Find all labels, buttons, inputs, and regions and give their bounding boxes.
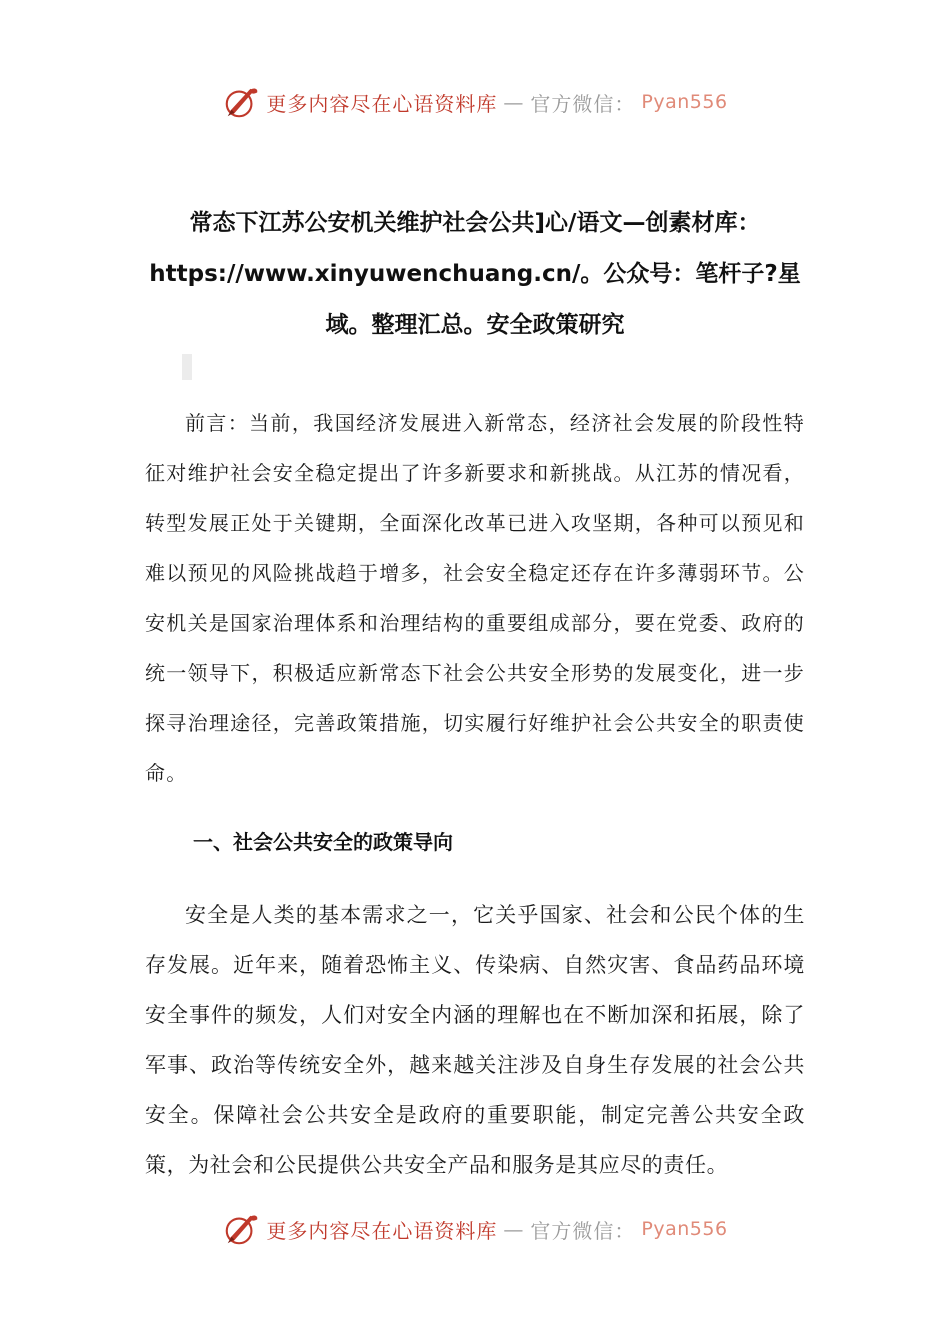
banner-wechat-id: Pyan556 [641, 91, 728, 113]
text-cursor-marker [182, 354, 192, 380]
banner-sub-text: 官方微信： [530, 1218, 636, 1243]
banner-main-text: 更多内容尽在心语资料库 [266, 1218, 498, 1243]
banner-separator: — [503, 90, 525, 114]
quill-pen-logo-icon [222, 1210, 260, 1248]
header-banner[interactable] [0, 82, 950, 122]
banner-wechat-id: Pyan556 [641, 1218, 728, 1240]
section-heading: 一、社会公共安全的政策导向 [193, 830, 453, 854]
quill-pen-logo-icon [222, 83, 260, 121]
banner-sub-text: 官方微信： [530, 91, 636, 116]
banner-content [222, 1210, 727, 1248]
footer-banner[interactable] [0, 1209, 950, 1249]
preface-paragraph: 前言：当前，我国经济发展进入新常态，经济社会发展的阶段性特征对维护社会安全稳定提出了许多新要求和新挑战。从江苏的情况看，转型发展正处于关键期，全面深化改革已进入攻坚期，各种可以预见和难以预见的风险挑战趋于增多，社会安全稳定还存在许多薄弱环节。公安机关是国家治理体系和治理结构的重要组成部分，要在党委、政府的统一领导下，积极适应新常态下社会公共安全形势的发展变化，进一步探寻治理途径，完善政策措施，切实履行好维护社会公共安全的职责使命。 [145, 411, 805, 785]
banner-content [222, 83, 727, 121]
banner-main-text: 更多内容尽在心语资料库 [266, 91, 498, 116]
document-title: 常态下江苏公安机关维护社会公共]心/语文—创素材库：https://www.xinyuwenchuang.cn/。公众号：笔杆子?星域。整理汇总。安全政策研究 [149, 210, 801, 338]
banner-separator: — [503, 1217, 525, 1241]
section-paragraph: 安全是人类的基本需求之一，它关乎国家、社会和公民个体的生存发展。近年来，随着恐怖主义、传染病、自然灾害、食品药品环境安全事件的频发，人们对安全内涵的理解也在不断加深和拓展，除了军事、政治等传统安全外，越来越关注涉及自身生存发展的社会公共安全。保障社会公共安全是政府的重要职能，制定完善公共安全政策，为社会和公民提供公共安全产品和服务是其应尽的责任。 [145, 903, 805, 1177]
